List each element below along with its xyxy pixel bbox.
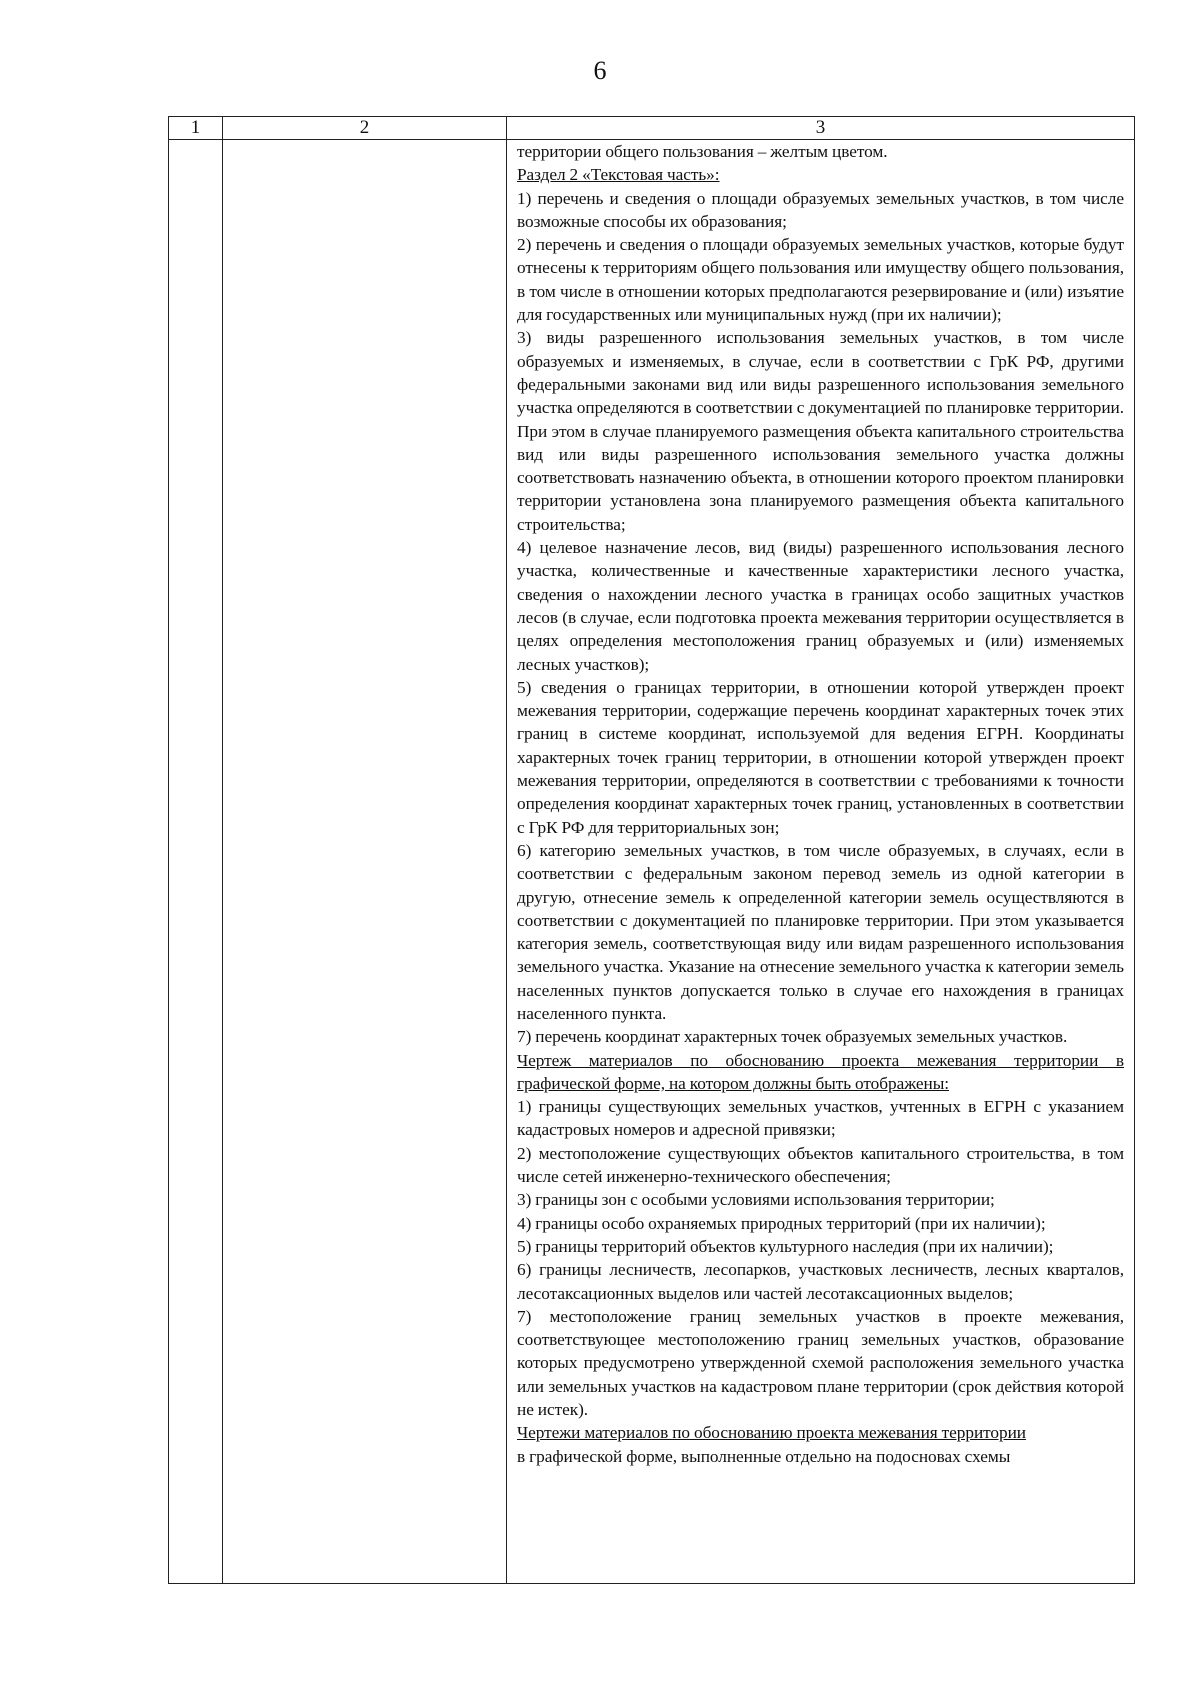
paragraph-text: 7) перечень координат характерных точек образуемых земельных участков. [517, 1027, 1068, 1047]
text-paragraph [517, 1305, 1124, 1421]
paragraph-text: в графической форме, выполненные отдельно на подосновах схемы [517, 1446, 1011, 1466]
paragraph-text: Раздел 2 «Текстовая часть»: [517, 165, 720, 185]
paragraph-text: 2) местоположение существующих объектов капитального строительства, в том числе сетей инженерно-технического обеспечения; [517, 1143, 1124, 1187]
paragraph-text: 5) границы территорий объектов культурного наследия (при их наличии); [517, 1236, 1054, 1256]
paragraph-text: 4) целевое назначение лесов, вид (виды) разрешенного использования лесного участка, количественные и качественные характеристики лесного участка, сведения о нахождении лесного участка в границах особо защитных участков лесов (в случае, если подготовка проекта межевания территории осуществляется в целях определения местоположения границ образуемых и (или) изменяемых лесных участков); [517, 538, 1124, 674]
text-paragraph [517, 1445, 1124, 1468]
text-paragraph [517, 140, 1124, 163]
text-paragraph [517, 1188, 1124, 1211]
text-paragraph [517, 187, 1124, 234]
column-header-1: 1 [169, 117, 223, 140]
text-paragraph [517, 1095, 1124, 1142]
column-header-3: 3 [507, 117, 1135, 140]
text-paragraph [517, 1212, 1124, 1235]
paragraph-text: территории общего пользования – желтым цветом. [517, 142, 888, 161]
text-paragraph [517, 536, 1124, 676]
column-header-2: 2 [223, 117, 507, 140]
text-paragraph [517, 839, 1124, 1025]
text-paragraph [517, 676, 1124, 839]
table-header-row [169, 117, 1135, 140]
text-paragraph [517, 1025, 1124, 1048]
paragraph-text: 1) перечень и сведения о площади образуемых земельных участков, в том числе возможные способы их образования; [517, 188, 1124, 231]
text-paragraph [517, 1421, 1124, 1444]
paragraph-text: 1) границы существующих земельных участков, учтенных в ЕГРН с указанием кадастровых номеров и адресной привязки; [517, 1097, 1124, 1140]
text-paragraph [517, 233, 1124, 326]
text-paragraph [517, 326, 1124, 536]
paragraph-text: 5) сведения о границах территории, в отношении которой утвержден проект межевания территории, содержащие перечень координат характерных точек этих границ в системе координат, используемой для ведения ЕГРН. Координаты характерных точек границ территории, в отношении которой утвержден проект межевания территории, определяются в соответствии с требованиями к точности определения координат характерных точек границ, установленных в соответствии с ГрК РФ для территориальных зон; [517, 677, 1124, 837]
document-table [168, 116, 1135, 1584]
paragraph-text: 2) перечень и сведения о площади образуемых земельных участков, которые будут отнесены к территориям общего пользования или имуществу общего пользования, в том числе в отношении которых предполагаются резервирование и (или) изъятие для государственных или муниципальных нужд (при их наличии); [517, 235, 1124, 325]
paragraph-text: Чертеж материалов по обоснованию проекта межевания территории в графической форме, на котором должны быть отображены: [517, 1050, 1124, 1093]
paragraph-text: 4) границы особо охраняемых природных территорий (при их наличии); [517, 1213, 1046, 1233]
text-paragraph [517, 163, 1124, 186]
text-paragraph [517, 1049, 1124, 1096]
paragraph-text: 7) местоположение границ земельных участков в проекте межевания, соответствующее местоположению границ земельных участков, образование которых предусмотрено утвержденной схемой расположения земельного участка или земельных участков на кадастровом плане территории (срок действия которой не истек). [517, 1306, 1124, 1420]
text-paragraph [517, 1235, 1124, 1258]
text-paragraph [517, 1258, 1124, 1305]
column-3-cell [507, 140, 1135, 1584]
column-1-cell [169, 140, 223, 1584]
paragraph-text: 3) виды разрешенного использования земельных участков, в том числе образуемых и изменяемых, в случае, если в соответствии с ГрК РФ, другими федеральными законами вид или виды разрешенного использования земельного участка определяются в соответствии с документацией по планировке территории. При этом в случае планируемого размещения объекта капитального строительства вид или виды разрешенного использования земельного участка должны соответствовать назначению объекта, в отношении которого проектом планировки территории установлена зона планируемого размещения объекта капитального строительства; [517, 328, 1124, 534]
text-paragraph [517, 1142, 1124, 1189]
column-3-content [507, 140, 1134, 1468]
column-2-cell [223, 140, 507, 1584]
page-number: 6 [593, 56, 607, 85]
paragraph-text: 6) границы лесничеств, лесопарков, участковых лесничеств, лесных кварталов, лесотаксационных выделов или частей лесотаксационных выделов; [517, 1260, 1124, 1303]
paragraph-text: 3) границы зон с особыми условиями использования территории; [517, 1190, 995, 1210]
table-row [169, 140, 1135, 1584]
paragraph-text: Чертежи материалов по обоснованию проекта межевания территории [517, 1423, 1027, 1443]
paragraph-text: 6) категорию земельных участков, в том числе образуемых, в случаях, если в соответствии с федеральным законом перевод земель из одной категории в другую, отнесение земель к определенной категории земель осуществляются в соответствии с документацией по планировке территории. При этом указывается категория земель, соответствующая виду или видам разрешенного использования земельного участка. Указание на отнесение земельного участка к категории земель населенных пунктов допускается только в случае его нахождения в границах населенного пункта. [517, 840, 1124, 1023]
